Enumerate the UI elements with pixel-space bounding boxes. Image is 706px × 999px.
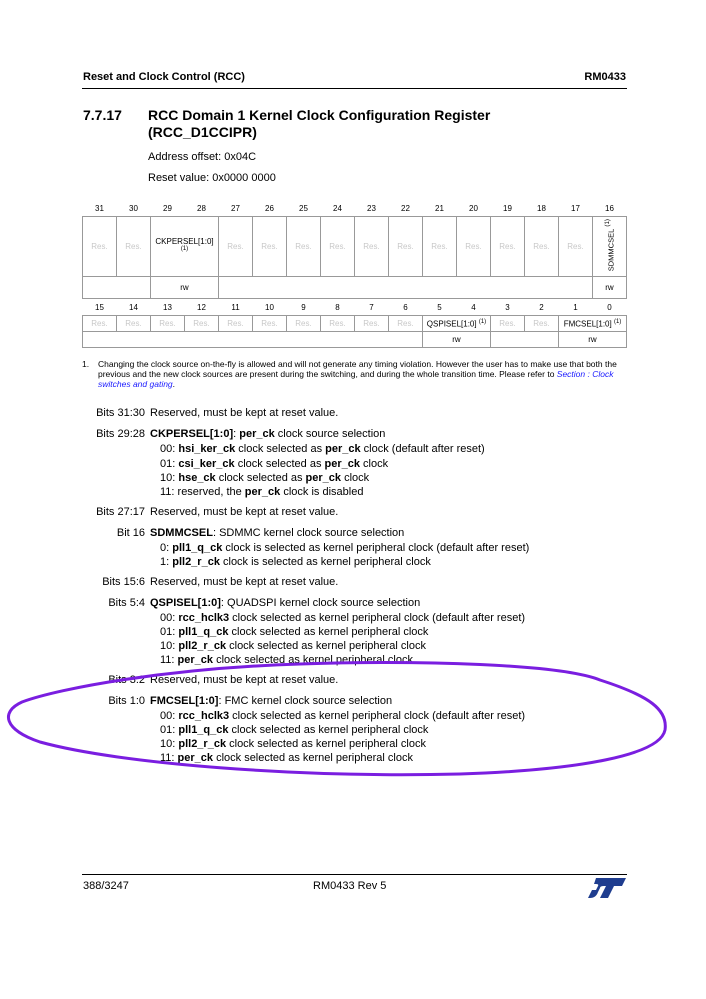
address-offset: Address offset: 0x04C — [148, 151, 257, 163]
reserved-cell: Res. — [83, 217, 117, 277]
footnote-ref: (1) — [613, 318, 622, 325]
upper-bit-numbers — [83, 200, 627, 217]
footnote-end: . — [172, 379, 176, 389]
footnote — [82, 359, 627, 389]
footnote-number: 1. — [82, 359, 90, 369]
bit-number: 25 — [299, 203, 308, 213]
blank-access-cell — [491, 332, 559, 348]
sdmmcsel-field — [593, 217, 627, 277]
footnote-ref: (1) — [478, 318, 487, 325]
reserved-cell: Res. — [117, 217, 151, 277]
reserved-cell: Res. — [321, 316, 355, 332]
bit-number: 28 — [197, 203, 206, 213]
field-desc: clock source selection — [274, 428, 386, 440]
footnote-text — [98, 359, 627, 389]
blank-access-cell — [219, 277, 593, 299]
bit-label: Bits 15:6 — [102, 576, 145, 588]
bit-label: Bits 5:4 — [108, 597, 145, 609]
fmcsel-field — [559, 316, 627, 332]
reserved-cell: Res. — [355, 316, 389, 332]
bit-desc: QSPISEL[1:0]: QUADSPI kernel clock source selection — [150, 597, 421, 609]
ckpersel-label: CKPERSEL[1:0] — [155, 237, 214, 247]
bit-number: 20 — [469, 203, 478, 213]
section-number: 7.7.17 — [83, 107, 122, 123]
bit-label: Bit 16 — [116, 527, 145, 539]
reserved-cell: Res. — [355, 217, 389, 277]
bit-number: 18 — [537, 203, 546, 213]
reserved-cell: Res. — [219, 316, 253, 332]
option-line: 10: hse_ck clock selected as per_ck clock — [160, 472, 370, 484]
bit-label: Bits 1:0 — [108, 695, 145, 707]
upper-fields-row — [83, 217, 627, 277]
bit-desc: Reserved, must be kept at reset value. — [150, 407, 339, 419]
reserved-cell: Res. — [151, 316, 185, 332]
option-line: 11: per_ck clock selected as kernel peripheral clock — [160, 654, 413, 666]
reserved-cell: Res. — [117, 316, 151, 332]
reserved-cell: Res. — [525, 217, 559, 277]
option-line: 00: rcc_hclk3 clock selected as kernel peripheral clock (default after reset) — [160, 710, 526, 722]
option-line: 01: csi_ker_ck clock selected as per_ck clock — [160, 458, 389, 470]
blank-access-cell — [83, 277, 151, 299]
register-table — [82, 200, 627, 348]
option-line: 11: reserved, the per_ck clock is disabled — [160, 486, 364, 498]
option-line: 11: per_ck clock selected as kernel peripheral clock — [160, 752, 413, 764]
option-line: 10: pll2_r_ck clock selected as kernel peripheral clock — [160, 640, 426, 652]
bit-label: Bits 27:17 — [96, 506, 145, 518]
bit-number: 2 — [539, 302, 544, 312]
bit-number: 23 — [367, 203, 376, 213]
bit-number: 16 — [605, 203, 614, 213]
footnote-body: Changing the clock source on-the-fly is allowed and will not generate any timing violation. However the user has to make use that both the previous and the new clock sources are present during the switching, and during the whole transition time. Please refer to — [98, 359, 617, 379]
st-logo-icon — [588, 876, 628, 900]
bit-number: 1 — [573, 302, 578, 312]
field-name: CKPERSEL[1:0] — [150, 428, 234, 440]
bit-label: Bits 29:28 — [96, 428, 145, 440]
reserved-cell: Res. — [253, 316, 287, 332]
sdmmcsel-label: SDMMCSEL — [606, 229, 616, 272]
reserved-cell: Res. — [389, 217, 423, 277]
fmcsel-label: FMCSEL[1:0] — [563, 319, 612, 329]
reserved-cell: Res. — [389, 316, 423, 332]
ckpersel-field — [151, 217, 219, 277]
reserved-cell: Res. — [457, 217, 491, 277]
reserved-cell: Res. — [287, 217, 321, 277]
document-revision: RM0433 Rev 5 — [313, 880, 387, 892]
st-logo-shape — [588, 878, 626, 898]
qspisel-field — [423, 316, 491, 332]
bit-desc: SDMMCSEL: SDMMC kernel clock source selection — [150, 527, 405, 539]
bit-number: 0 — [607, 302, 612, 312]
bit-number: 12 — [197, 302, 206, 312]
option-line: 01: pll1_q_ck clock selected as kernel peripheral clock — [160, 626, 429, 638]
lower-bit-numbers — [83, 299, 627, 316]
fmcsel-access: rw — [559, 332, 627, 348]
bit-desc: FMCSEL[1:0]: FMC kernel clock source selection — [150, 695, 393, 707]
bit-desc: Reserved, must be kept at reset value. — [150, 506, 339, 518]
bit-number: 17 — [571, 203, 580, 213]
reserved-cell: Res. — [559, 217, 593, 277]
bit-number: 10 — [265, 302, 274, 312]
reserved-cell: Res. — [491, 217, 525, 277]
option-line: 00: hsi_ker_ck clock selected as per_ck clock (default after reset) — [160, 443, 485, 455]
reserved-cell: Res. — [321, 217, 355, 277]
page-header-docid: RM0433 — [584, 71, 626, 83]
bit-number: 11 — [231, 302, 240, 312]
bit-number: 14 — [129, 302, 138, 312]
section-title — [148, 107, 568, 141]
bit-number: 21 — [435, 203, 444, 213]
reset-value: Reset value: 0x0000 0000 — [148, 172, 276, 184]
sdmmcsel-label-wrap — [604, 219, 616, 271]
reserved-cell: Res. — [423, 217, 457, 277]
bit-label: Bits 31:30 — [96, 407, 145, 419]
bit-number: 15 — [95, 302, 104, 312]
bit-number: 13 — [163, 302, 172, 312]
option-line: 00: rcc_hclk3 clock selected as kernel peripheral clock (default after reset) — [160, 612, 526, 624]
bit-descriptions — [0, 407, 706, 787]
page-header-title: Reset and Clock Control (RCC) — [83, 71, 245, 83]
bit-number: 24 — [333, 203, 342, 213]
bit-number: 19 — [503, 203, 512, 213]
bit-number: 31 — [95, 203, 104, 213]
reserved-cell: Res. — [185, 316, 219, 332]
bit-number: 8 — [335, 302, 340, 312]
reserved-cell: Res. — [219, 217, 253, 277]
option-line: 01: pll1_q_ck clock selected as kernel peripheral clock — [160, 724, 429, 736]
page-number: 388/3247 — [83, 880, 129, 892]
lower-access-row — [83, 332, 627, 348]
reserved-cell: Res. — [491, 316, 525, 332]
bit-number: 26 — [265, 203, 274, 213]
bit-label: Bits 3:2 — [108, 674, 145, 686]
bit-number: 7 — [369, 302, 374, 312]
header-divider — [82, 88, 627, 89]
reserved-cell: Res. — [253, 217, 287, 277]
section-title-line1: RCC Domain 1 Kernel Clock Configuration Register — [148, 107, 491, 123]
bit-number: 27 — [231, 203, 240, 213]
bit-number: 4 — [471, 302, 476, 312]
bit-number: 30 — [129, 203, 138, 213]
bit-desc: Reserved, must be kept at reset value. — [150, 576, 339, 588]
qspisel-access: rw — [423, 332, 491, 348]
bit-desc: Reserved, must be kept at reset value. — [150, 674, 339, 686]
reserved-cell: Res. — [525, 316, 559, 332]
section-link[interactable]: Section : Clock switches and gating — [98, 369, 614, 389]
section-title-line2: (RCC_D1CCIPR) — [148, 124, 257, 140]
reserved-cell: Res. — [83, 316, 117, 332]
bit-number: 22 — [401, 203, 410, 213]
field-sep: : — [233, 428, 240, 440]
footnote-ref: (1) — [603, 219, 611, 228]
bit-number: 6 — [403, 302, 408, 312]
bit-number: 5 — [437, 302, 442, 312]
sdmmcsel-access: rw — [593, 277, 627, 299]
qspisel-label: QSPISEL[1:0] — [426, 319, 477, 329]
bit-number: 3 — [505, 302, 510, 312]
footnote-ref: (1) — [180, 246, 189, 253]
option-line: 10: pll2_r_ck clock selected as kernel peripheral clock — [160, 738, 426, 750]
field-name-2: per_ck — [239, 428, 275, 440]
ckpersel-access: rw — [151, 277, 219, 299]
upper-access-row — [83, 277, 627, 299]
bit-number: 29 — [163, 203, 172, 213]
footer-divider — [82, 874, 627, 875]
bit-desc — [150, 428, 385, 440]
reserved-cell: Res. — [287, 316, 321, 332]
bit-number: 9 — [301, 302, 306, 312]
option-line: 1: pll2_r_ck clock is selected as kernel peripheral clock — [160, 556, 431, 568]
blank-access-cell — [83, 332, 423, 348]
option-line: 0: pll1_q_ck clock is selected as kernel peripheral clock (default after reset) — [160, 542, 530, 554]
lower-fields-row — [83, 316, 627, 332]
